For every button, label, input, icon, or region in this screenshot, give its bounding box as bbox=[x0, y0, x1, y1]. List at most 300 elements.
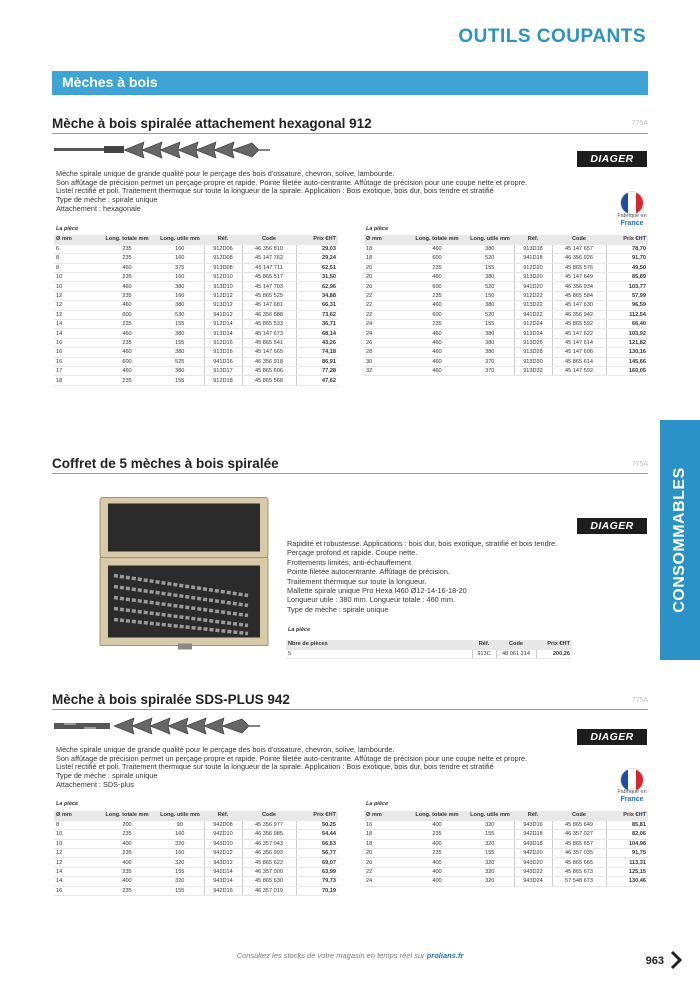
desc-line: Listel rectifié et poli. Traitement thermique sur toute la longueur de la spirale. Application : Bois exotique, bois dur, bois tendre et stratifié bbox=[56, 186, 494, 196]
cell-ref: 913D20 bbox=[514, 273, 552, 282]
product-description-coffret bbox=[287, 539, 557, 614]
col-useful-length: Long. utile mm bbox=[156, 235, 204, 244]
cell-price: 43,26 bbox=[296, 338, 338, 347]
table-row bbox=[364, 244, 648, 253]
cell-diameter: 18 bbox=[364, 254, 408, 263]
cell-code: 45 147 681 bbox=[242, 301, 296, 310]
cell-total-length: 400 bbox=[408, 877, 466, 886]
cell-useful-length: 380 bbox=[466, 329, 514, 338]
cell-total-length: 460 bbox=[408, 366, 466, 375]
cell-price: 104,98 bbox=[606, 839, 648, 848]
cell-diameter: 8 bbox=[54, 254, 98, 263]
cell-code: 46 356 918 bbox=[242, 357, 296, 366]
cell-diameter: 17 bbox=[54, 366, 98, 375]
cell-code: 45 865 606 bbox=[242, 366, 296, 375]
col-code: Code bbox=[242, 235, 296, 244]
cell-useful-length: 160 bbox=[156, 244, 204, 253]
cell-total-length: 460 bbox=[408, 329, 466, 338]
cell-useful-length: 370 bbox=[466, 366, 514, 375]
table-row bbox=[364, 310, 648, 319]
cell-ref: 941D18 bbox=[514, 254, 552, 263]
desc-line: Pointe filetée autocentrante. Affûtage de précision. bbox=[287, 567, 450, 577]
cell-code: 45 865 622 bbox=[242, 858, 296, 867]
table-row bbox=[364, 858, 648, 867]
cell-useful-length: 155 bbox=[156, 320, 204, 329]
cell-ref: 942D08 bbox=[204, 820, 242, 829]
desc-line: Rapidité et robustesse. Applications : bois dur, bois exotique, stratifié et bois tendre. bbox=[287, 539, 558, 548]
la-piece-label: La pièce bbox=[288, 627, 311, 633]
col-code: Code bbox=[552, 811, 606, 820]
cell-diameter: 12 bbox=[54, 310, 98, 319]
cell-ref: 942D18 bbox=[514, 830, 552, 839]
table-row bbox=[54, 820, 338, 829]
col-pieces: Nbre de pièces bbox=[286, 640, 472, 649]
table-row bbox=[54, 273, 338, 282]
la-piece-label: La pièce bbox=[56, 801, 79, 807]
table-row bbox=[54, 357, 338, 366]
footer-link[interactable]: prolians.fr bbox=[426, 951, 464, 960]
cell-total-length: 600 bbox=[408, 282, 466, 291]
desc-line: Mèche spirale unique de grande qualité pour le perçage des bois d'ossature, chevron, solive, lambourde. bbox=[56, 169, 395, 178]
col-useful-length: Long. utile mm bbox=[156, 811, 204, 820]
table-row bbox=[54, 886, 338, 895]
cell-price: 29,24 bbox=[296, 254, 338, 263]
cell-total-length: 600 bbox=[408, 310, 466, 319]
cell-diameter: 8 bbox=[54, 820, 98, 829]
fabrique-line1: Fabriqué en bbox=[617, 789, 647, 795]
cell-ref: 943D16 bbox=[514, 820, 552, 829]
cell-price: 130,16 bbox=[606, 348, 648, 357]
cell-price: 86,91 bbox=[296, 357, 338, 366]
cell-useful-length: 160 bbox=[156, 849, 204, 858]
cell-code: 46 356 888 bbox=[242, 310, 296, 319]
cell-diameter: 6 bbox=[54, 244, 98, 253]
cell-total-length: 400 bbox=[98, 858, 156, 867]
cell-ref: 912D12 bbox=[204, 291, 242, 300]
product-code-coffret: 775A bbox=[631, 461, 648, 468]
cell-ref: 913D12 bbox=[204, 301, 242, 310]
price-table-942-left bbox=[54, 811, 338, 896]
cell-ref: 943D22 bbox=[514, 867, 552, 876]
cell-code: 46 356 985 bbox=[242, 830, 296, 839]
table-row bbox=[54, 877, 338, 886]
cell-diameter: 16 bbox=[54, 338, 98, 347]
col-diameter: Ø mm bbox=[54, 811, 98, 820]
table-row bbox=[54, 867, 338, 876]
table-row bbox=[54, 244, 338, 253]
cell-diameter: 16 bbox=[364, 820, 408, 829]
desc-line: Attachement : SDS-plus bbox=[56, 779, 134, 789]
cell-diameter: 20 bbox=[364, 273, 408, 282]
cell-code: 45 147 592 bbox=[552, 366, 606, 375]
cell-ref: 942D10 bbox=[204, 830, 242, 839]
table-row bbox=[54, 366, 338, 375]
cell-useful-length: 160 bbox=[156, 273, 204, 282]
table-row bbox=[54, 310, 338, 319]
cell-diameter: 16 bbox=[54, 357, 98, 366]
cell-ref: 913D22 bbox=[514, 301, 552, 310]
cell-code: 45 865 592 bbox=[552, 320, 606, 329]
cell-price: 77,28 bbox=[296, 366, 338, 375]
cell-useful-length: 90 bbox=[156, 820, 204, 829]
cell-code: 45 865 657 bbox=[552, 839, 606, 848]
table-row bbox=[364, 291, 648, 300]
cell-total-length: 235 bbox=[98, 830, 156, 839]
cell-code: 46 356 934 bbox=[552, 282, 606, 291]
cell-price: 31,50 bbox=[296, 273, 338, 282]
cell-useful-length: 320 bbox=[466, 858, 514, 867]
fabrique-line2: France bbox=[620, 796, 644, 803]
table-row bbox=[364, 273, 648, 282]
footer-note bbox=[0, 951, 700, 960]
table-row bbox=[364, 820, 648, 829]
col-ref: Réf. bbox=[514, 811, 552, 820]
cell-total-length: 200 bbox=[98, 820, 156, 829]
desc-line: Type de mèche : spirale unique bbox=[56, 195, 158, 205]
cell-ref: 942D16 bbox=[204, 886, 242, 895]
cell-useful-length: 155 bbox=[156, 376, 204, 385]
cell-useful-length: 380 bbox=[466, 338, 514, 347]
cell-price: 62,96 bbox=[296, 282, 338, 291]
product-title-942: Mèche à bois spiralée SDS-PLUS 942 bbox=[52, 692, 290, 707]
cell-diameter: 12 bbox=[54, 849, 98, 858]
cell-diameter: 32 bbox=[364, 366, 408, 375]
cell-ref: 912D18 bbox=[204, 376, 242, 385]
cell-code: 46 357 035 bbox=[552, 849, 606, 858]
footer-text: Consultez les stocks de votre magasin en temps réel sur bbox=[236, 951, 427, 960]
cell-total-length: 235 bbox=[98, 244, 156, 253]
cell-price: 68,14 bbox=[296, 329, 338, 338]
table-row bbox=[54, 348, 338, 357]
table-row bbox=[364, 877, 648, 886]
cell-diameter: 16 bbox=[54, 348, 98, 357]
cell-useful-length: 520 bbox=[466, 254, 514, 263]
table-row bbox=[54, 329, 338, 338]
cell-useful-length: 380 bbox=[156, 348, 204, 357]
cell-ref: 913D30 bbox=[514, 357, 552, 366]
cell-total-length: 400 bbox=[98, 877, 156, 886]
cell-useful-length: 155 bbox=[466, 263, 514, 272]
cell-total-length: 600 bbox=[408, 254, 466, 263]
cell-useful-length: 380 bbox=[466, 273, 514, 282]
cell-useful-length: 155 bbox=[156, 886, 204, 895]
la-piece-label: La pièce bbox=[366, 801, 389, 807]
cell-total-length: 600 bbox=[98, 310, 156, 319]
cell-price: 62,51 bbox=[296, 263, 338, 272]
cell-ref: 913D17 bbox=[204, 366, 242, 375]
cell-diameter: 12 bbox=[54, 301, 98, 310]
cell-price: 82,06 bbox=[606, 830, 648, 839]
price-table-912-left bbox=[54, 235, 338, 386]
cell-useful-length: 320 bbox=[466, 839, 514, 848]
cell-diameter: 20 bbox=[364, 858, 408, 867]
table-row bbox=[54, 263, 338, 272]
cell-diameter: 18 bbox=[364, 244, 408, 253]
cell-price: 200,26 bbox=[536, 649, 572, 658]
cell-ref: 942D20 bbox=[514, 849, 552, 858]
cell-diameter: 28 bbox=[364, 348, 408, 357]
cell-code: 45 865 665 bbox=[552, 858, 606, 867]
cell-code: 45 865 614 bbox=[552, 357, 606, 366]
cell-total-length: 235 bbox=[98, 376, 156, 385]
cell-total-length: 460 bbox=[98, 263, 156, 272]
product-description-912 bbox=[56, 170, 527, 214]
cell-useful-length: 380 bbox=[156, 329, 204, 338]
cell-total-length: 235 bbox=[408, 320, 466, 329]
cell-useful-length: 530 bbox=[156, 310, 204, 319]
cell-diameter: 20 bbox=[364, 263, 408, 272]
table-row bbox=[364, 357, 648, 366]
brand-logo-diager: DIAGER bbox=[577, 729, 647, 745]
table-row bbox=[364, 301, 648, 310]
cell-code: 45 865 525 bbox=[242, 291, 296, 300]
table-row bbox=[54, 320, 338, 329]
table-row bbox=[364, 366, 648, 375]
table-row bbox=[54, 301, 338, 310]
cell-code: 46 356 942 bbox=[552, 310, 606, 319]
cell-code: 45 147 673 bbox=[242, 329, 296, 338]
table-row bbox=[364, 338, 648, 347]
cell-ref: 913D16 bbox=[204, 348, 242, 357]
cell-price: 96,59 bbox=[606, 301, 648, 310]
brand-logo-diager: DIAGER bbox=[577, 151, 647, 167]
cell-code: 45 865 568 bbox=[242, 376, 296, 385]
cell-diameter: 14 bbox=[54, 329, 98, 338]
cell-total-length: 235 bbox=[98, 291, 156, 300]
table-row bbox=[364, 849, 648, 858]
cell-diameter: 24 bbox=[364, 320, 408, 329]
product-title-912: Mèche à bois spiralée attachement hexagonal 912 bbox=[52, 116, 372, 131]
col-price: Prix €HT bbox=[606, 811, 648, 820]
cell-code: 45 865 576 bbox=[552, 263, 606, 272]
cell-total-length: 235 bbox=[98, 849, 156, 858]
cell-diameter: 18 bbox=[364, 830, 408, 839]
cell-ref: 941D22 bbox=[514, 310, 552, 319]
col-diameter: Ø mm bbox=[364, 811, 408, 820]
cell-code: 46 357 000 bbox=[242, 867, 296, 876]
cell-diameter: 8 bbox=[54, 263, 98, 272]
cell-code: 45 865 517 bbox=[242, 273, 296, 282]
cell-price: 36,71 bbox=[296, 320, 338, 329]
cell-price: 160,05 bbox=[606, 366, 648, 375]
cell-ref: 913D08 bbox=[204, 263, 242, 272]
cell-ref: 912D24 bbox=[514, 320, 552, 329]
side-tab[interactable] bbox=[660, 420, 700, 660]
cell-price: 50,25 bbox=[296, 820, 338, 829]
cell-ref: 912D08 bbox=[204, 254, 242, 263]
drill-bit-case-image bbox=[98, 483, 270, 668]
col-price: Prix €HT bbox=[606, 235, 648, 244]
cell-total-length: 235 bbox=[98, 254, 156, 263]
cell-useful-length: 320 bbox=[466, 820, 514, 829]
divider bbox=[52, 133, 648, 134]
desc-line: Longueur utile : 380 mm. Longueur totale : 460 mm. bbox=[287, 595, 455, 605]
cell-diameter: 14 bbox=[54, 320, 98, 329]
cell-price: 63,99 bbox=[296, 867, 338, 876]
cell-diameter: 22 bbox=[364, 867, 408, 876]
table-row bbox=[54, 254, 338, 263]
cell-code: 46 356 993 bbox=[242, 849, 296, 858]
cell-ref: 912D20 bbox=[514, 263, 552, 272]
cell-ref: 942D14 bbox=[204, 867, 242, 876]
cell-diameter: 22 bbox=[364, 291, 408, 300]
cell-code: 45 147 622 bbox=[552, 329, 606, 338]
cell-ref: 913D24 bbox=[514, 329, 552, 338]
cell-total-length: 400 bbox=[408, 820, 466, 829]
cell-diameter: 12 bbox=[54, 291, 98, 300]
cell-code: 45 356 977 bbox=[242, 820, 296, 829]
table-row bbox=[54, 858, 338, 867]
cell-total-length: 235 bbox=[98, 886, 156, 895]
price-table-912-right bbox=[364, 235, 648, 376]
cell-total-length: 460 bbox=[408, 301, 466, 310]
table-row bbox=[364, 348, 648, 357]
la-piece-label: La pièce bbox=[366, 226, 389, 232]
cell-useful-length: 320 bbox=[156, 858, 204, 867]
cell-useful-length: 155 bbox=[466, 320, 514, 329]
desc-line: Traitement thermique sur toute la longueur. bbox=[287, 576, 427, 586]
cell-code: 45 147 630 bbox=[552, 301, 606, 310]
cell-price: 112,54 bbox=[606, 310, 648, 319]
cell-code: 45 865 630 bbox=[242, 877, 296, 886]
cell-diameter: 18 bbox=[54, 376, 98, 385]
cell-diameter: 18 bbox=[364, 839, 408, 848]
cell-ref: 912D16 bbox=[204, 338, 242, 347]
cell-code: 45 865 649 bbox=[552, 820, 606, 829]
cell-ref: 943D20 bbox=[514, 858, 552, 867]
col-total-length: Long. totale mm bbox=[408, 811, 466, 820]
cell-useful-length: 160 bbox=[156, 254, 204, 263]
cell-ref: 912D06 bbox=[204, 244, 242, 253]
cell-diameter: 10 bbox=[54, 839, 98, 848]
cell-diameter: 22 bbox=[364, 310, 408, 319]
cell-ref: 943D24 bbox=[514, 877, 552, 886]
cell-pieces: 5 bbox=[286, 649, 472, 658]
cell-code: 46 356 810 bbox=[242, 244, 296, 253]
section-bar: Mèches à bois bbox=[52, 71, 648, 95]
cell-ref: 913C bbox=[472, 649, 496, 658]
cell-price: 47,62 bbox=[296, 376, 338, 385]
table-row bbox=[364, 839, 648, 848]
col-diameter: Ø mm bbox=[364, 235, 408, 244]
cell-useful-length: 375 bbox=[156, 263, 204, 272]
cell-useful-length: 155 bbox=[466, 830, 514, 839]
cell-total-length: 460 bbox=[98, 329, 156, 338]
side-tab-label: CONSOMMABLES bbox=[671, 467, 688, 613]
cell-code: 57 548 673 bbox=[552, 877, 606, 886]
cell-price: 91,75 bbox=[606, 849, 648, 858]
cell-price: 85,89 bbox=[606, 273, 648, 282]
cell-price: 78,70 bbox=[606, 244, 648, 253]
table-row bbox=[364, 282, 648, 291]
cell-price: 113,31 bbox=[606, 858, 648, 867]
cell-total-length: 460 bbox=[98, 366, 156, 375]
cell-diameter: 14 bbox=[54, 867, 98, 876]
cell-ref: 912D10 bbox=[204, 273, 242, 282]
col-price: Prix €HT bbox=[296, 235, 338, 244]
cell-useful-length: 380 bbox=[466, 244, 514, 253]
cell-diameter: 14 bbox=[54, 877, 98, 886]
cell-price: 103,92 bbox=[606, 329, 648, 338]
cell-useful-length: 525 bbox=[156, 357, 204, 366]
cell-ref: 913D32 bbox=[514, 366, 552, 375]
cell-useful-length: 370 bbox=[466, 357, 514, 366]
col-code: Code bbox=[496, 640, 536, 649]
cell-total-length: 460 bbox=[408, 273, 466, 282]
cell-useful-length: 380 bbox=[466, 348, 514, 357]
cell-ref: 913D10 bbox=[204, 282, 242, 291]
cell-diameter: 20 bbox=[364, 849, 408, 858]
cell-useful-length: 380 bbox=[466, 301, 514, 310]
cell-price: 73,62 bbox=[296, 310, 338, 319]
france-flag-icon bbox=[620, 191, 644, 215]
cell-price: 130,46 bbox=[606, 877, 648, 886]
col-code: Code bbox=[552, 235, 606, 244]
desc-line: Type de mèche : spirale unique bbox=[287, 604, 389, 614]
cell-ref: 913D14 bbox=[204, 329, 242, 338]
cell-code: 45 147 762 bbox=[242, 254, 296, 263]
cell-total-length: 600 bbox=[98, 357, 156, 366]
fabrique-line1: Fabriqué en bbox=[617, 213, 647, 219]
table-row bbox=[364, 867, 648, 876]
next-page-arrow-icon[interactable] bbox=[670, 950, 682, 970]
cell-code: 46 356 926 bbox=[552, 254, 606, 263]
cell-useful-length: 155 bbox=[156, 338, 204, 347]
cell-price: 49,50 bbox=[606, 263, 648, 272]
cell-total-length: 400 bbox=[98, 839, 156, 848]
cell-price: 70,19 bbox=[296, 886, 338, 895]
cell-total-length: 400 bbox=[408, 858, 466, 867]
cell-price: 66,31 bbox=[296, 301, 338, 310]
desc-line: Son affûtage de précision permet un perçage propre et rapide. Pointe filetée auto-centrante. Affûtage de précision pour une coupe nette et propre. bbox=[56, 753, 528, 763]
cell-code: 45 147 649 bbox=[552, 273, 606, 282]
cell-total-length: 235 bbox=[98, 867, 156, 876]
table-row bbox=[54, 338, 338, 347]
desc-line: Mallette spirale unique Pro Hexa I460 Ø12-14-16-18-20 bbox=[287, 586, 467, 596]
cell-useful-length: 380 bbox=[156, 282, 204, 291]
cell-code: 45 865 673 bbox=[552, 867, 606, 876]
la-piece-label: La pièce bbox=[56, 226, 79, 232]
cell-code: 45 147 606 bbox=[552, 348, 606, 357]
table-row bbox=[54, 291, 338, 300]
cell-code: 45 147 711 bbox=[242, 263, 296, 272]
cell-ref: 943D14 bbox=[204, 877, 242, 886]
cell-code: 45 865 541 bbox=[242, 338, 296, 347]
cell-total-length: 460 bbox=[408, 338, 466, 347]
table-row bbox=[286, 649, 572, 658]
cell-ref: 941D12 bbox=[204, 310, 242, 319]
table-row bbox=[54, 849, 338, 858]
product-code-912: 775A bbox=[631, 120, 648, 127]
col-useful-length: Long. utile mm bbox=[466, 235, 514, 244]
drill-bit-sds-image bbox=[54, 714, 284, 738]
col-ref: Réf. bbox=[472, 640, 496, 649]
cell-total-length: 460 bbox=[98, 301, 156, 310]
table-row bbox=[364, 263, 648, 272]
made-in-france bbox=[607, 213, 657, 227]
product-code-942: 775A bbox=[631, 697, 648, 704]
cell-total-length: 235 bbox=[408, 830, 466, 839]
col-total-length: Long. totale mm bbox=[98, 235, 156, 244]
col-ref: Réf. bbox=[204, 811, 242, 820]
cell-price: 69,07 bbox=[296, 858, 338, 867]
brand-logo-diager: DIAGER bbox=[577, 518, 647, 534]
cell-useful-length: 520 bbox=[466, 310, 514, 319]
cell-useful-length: 160 bbox=[156, 291, 204, 300]
col-ref: Réf. bbox=[204, 235, 242, 244]
cell-total-length: 235 bbox=[98, 273, 156, 282]
desc-line: Type de mèche : spirale unique bbox=[56, 771, 158, 781]
